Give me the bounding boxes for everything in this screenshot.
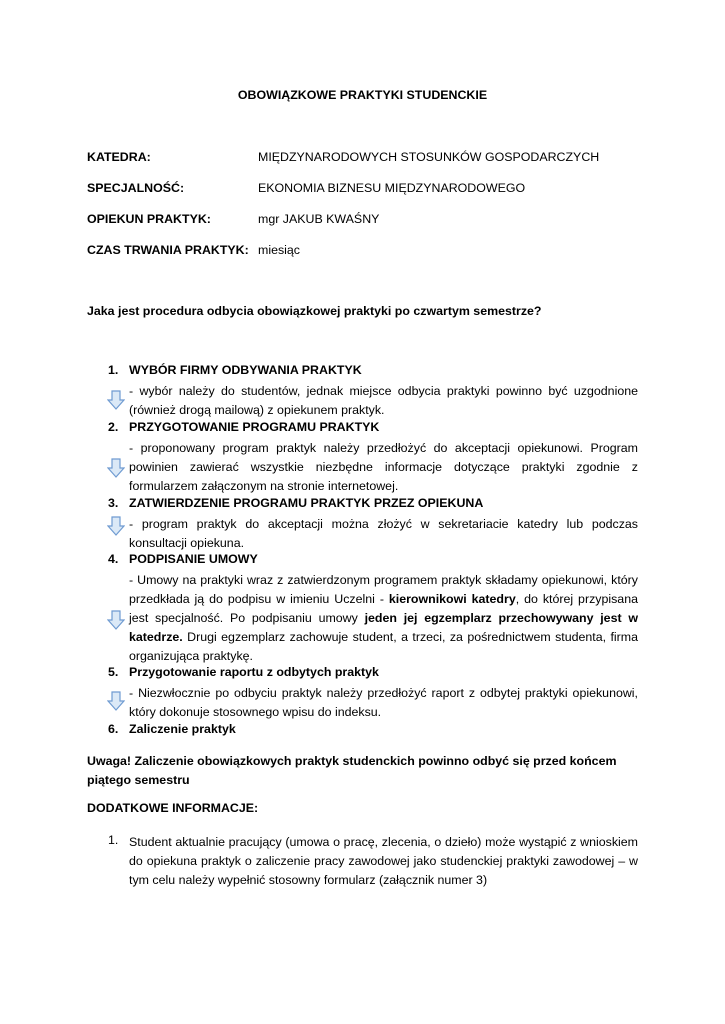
step-text xyxy=(129,571,638,666)
down-arrow-icon xyxy=(107,516,125,536)
info-value-opiekun: mgr JAKUB KWAŚNY xyxy=(258,212,380,226)
step-number: 5. xyxy=(108,665,119,679)
page-title: OBOWIĄZKOWE PRAKTYKI STUDENCKIE xyxy=(237,88,488,102)
step-text: - proponowany program praktyk należy przedłożyć do akceptacji opiekunowi. Program powinien zawierać wszystkie niezbędne informacje dotyczące praktyki zgodnie z formularzem załączonym na stronie internetowej. xyxy=(129,441,638,493)
additional-info-heading: DODATKOWE INFORMACJE: xyxy=(87,801,259,815)
info-value-czas: miesiąc xyxy=(258,243,300,257)
info-label-czas: CZAS TRWANIA PRAKTYK: xyxy=(87,243,249,257)
procedure-question: Jaka jest procedura odbycia obowiązkowej praktyki po czwartym semestrze? xyxy=(87,304,542,318)
step-heading: ZATWIERDZENIE PROGRAMU PRAKTYK PRZEZ OPIEKUNA xyxy=(129,496,484,510)
warning-note: Uwaga! Zaliczenie obowiązkowych praktyk studenckich powinno odbyć się przed końcem piątego semestru xyxy=(87,754,617,787)
step-number: 2. xyxy=(108,420,119,434)
step-number: 3. xyxy=(108,496,119,510)
step-text-bold-kierownik: kierownikowi katedry xyxy=(388,592,516,606)
additional-item-text: Student aktualnie pracujący (umowa o pracę, zlecenia, o dzieło) może wystąpić z wnioskiem do opiekuna praktyk o zaliczenie pracy zawodowej jako studenckiej praktyki zawodowej – w tym celu należy wypełnić stosowny formularz (załącznik numer 3) xyxy=(129,835,638,887)
info-label-opiekun: OPIEKUN PRAKTYK: xyxy=(87,212,211,226)
down-arrow-icon xyxy=(107,691,125,711)
step-text: - program praktyk do akceptacji można złożyć w sekretariacie katedry lub podczas konsultacji opiekuna. xyxy=(129,517,638,550)
step-text-part: , do której przypisana jest specjalność. Po podpisaniu umowy xyxy=(129,592,638,625)
additional-item-number: 1. xyxy=(108,833,119,847)
step-heading: Przygotowanie raportu z odbytych praktyk xyxy=(129,665,379,679)
step-text-part: - Umowy na praktyki wraz z zatwierdzonym programem praktyk składamy opiekunowi, który przedkłada ją do podpisu w imieniu Uczelni - xyxy=(129,573,638,606)
step-heading: WYBÓR FIRMY ODBYWANIA PRAKTYK xyxy=(129,363,362,377)
step-heading: PODPISANIE UMOWY xyxy=(129,552,258,566)
down-arrow-icon xyxy=(107,458,125,478)
step-text-bold-egzemplarz: jeden jej egzemplarz przechowywany jest w katedrze. xyxy=(129,611,638,644)
step-text: - Niezwłocznie po odbyciu praktyk należy przedłożyć raport z odbytej praktyki opiekunowi, który dokonuje stosownego wpisu do indeksu. xyxy=(129,686,638,719)
info-value-specjalnosc: EKONOMIA BIZNESU MIĘDZYNARODOWEGO xyxy=(258,181,526,195)
step-number: 1. xyxy=(108,363,119,377)
step-text: - wybór należy do studentów, jednak miejsce odbycia praktyki powinno być uzgodnione (również drogą mailową) z opiekunem praktyk. xyxy=(129,384,638,417)
step-heading: Zaliczenie praktyk xyxy=(129,722,236,736)
step-number: 4. xyxy=(108,552,119,566)
down-arrow-icon xyxy=(107,390,125,410)
step-text-part: Drugi egzemplarz zachowuje student, a trzeci, za pośrednictwem studenta, firma organizująca praktykę. xyxy=(129,630,638,663)
down-arrow-icon xyxy=(107,610,125,630)
info-label-specjalnosc: SPECJALNOŚĆ: xyxy=(87,181,185,195)
step-number: 6. xyxy=(108,722,119,736)
info-value-katedra: MIĘDZYNARODOWYCH STOSUNKÓW GOSPODARCZYCH xyxy=(258,150,600,164)
info-label-katedra: KATEDRA: xyxy=(87,150,151,164)
step-heading: PRZYGOTOWANIE PROGRAMU PRAKTYK xyxy=(129,420,380,434)
